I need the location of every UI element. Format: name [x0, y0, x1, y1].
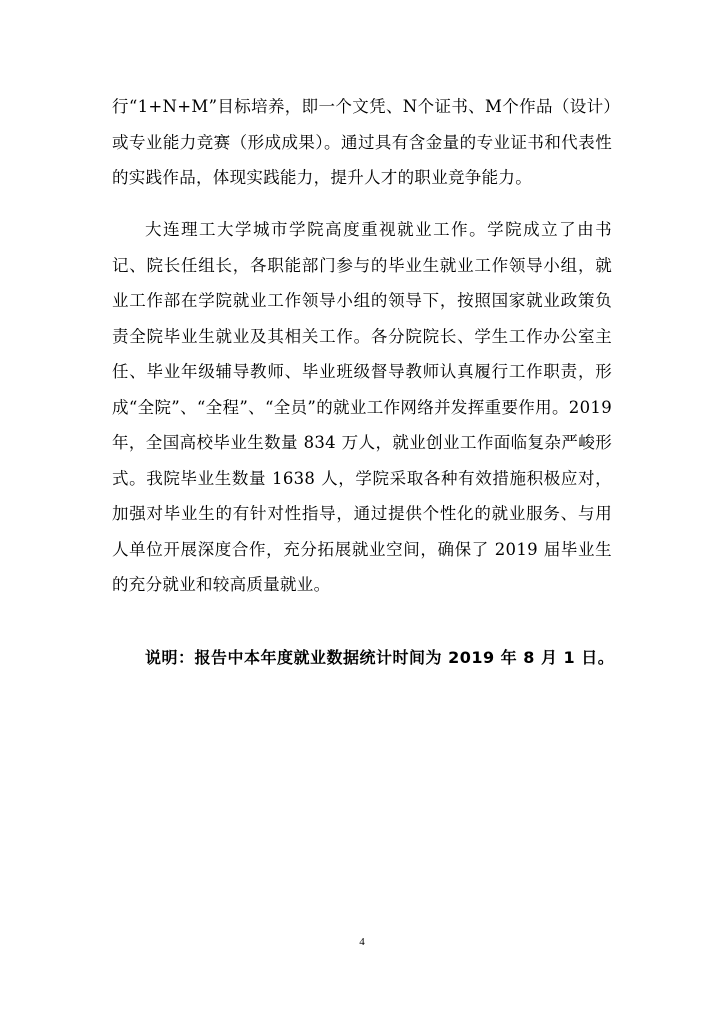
statistics-note: 说明：报告中本年度就业数据统计时间为 2019 年 8 月 1 日。	[145, 648, 615, 667]
page-number: 4	[359, 936, 365, 948]
paragraph-training-goals: 行“1+N+M”目标培养，即一个文凭、N个证书、M个作品（设计）或专业能力竞赛（形成成果）。通过具有含金量的专业证书和代表性的实践作品，体现实践能力，提升人才的职业竞争能力。	[112, 97, 612, 187]
paragraph-employment-work: 大连理工大学城市学院高度重视就业工作。学院成立了由书记、院长任组长，各职能部门参与的毕业生就业工作领导小组，就业工作部在学院就业工作领导小组的领导下，按照国家就业政策负责全院毕业生就业及其相关工作。各分院院长、学生工作办公室主任、毕业年级辅导教师、毕业班级督导教师认真履行工作职责，形成“全院”、“全程”、“全员”的就业工作网络并发挥重要作用。2019 年，全国高校毕业生数量 834 万人，就业创业工作面临复杂严峻形式。我院毕业生数量 1638 人，学院采取各种有效措施积极应对，加强对毕业生的有针对性指导，通过提供个性化的就业服务、与用人单位开展深度合作，充分拓展就业空间，确保了 2019 届毕业生的充分就业和较高质量就业。	[112, 220, 612, 594]
